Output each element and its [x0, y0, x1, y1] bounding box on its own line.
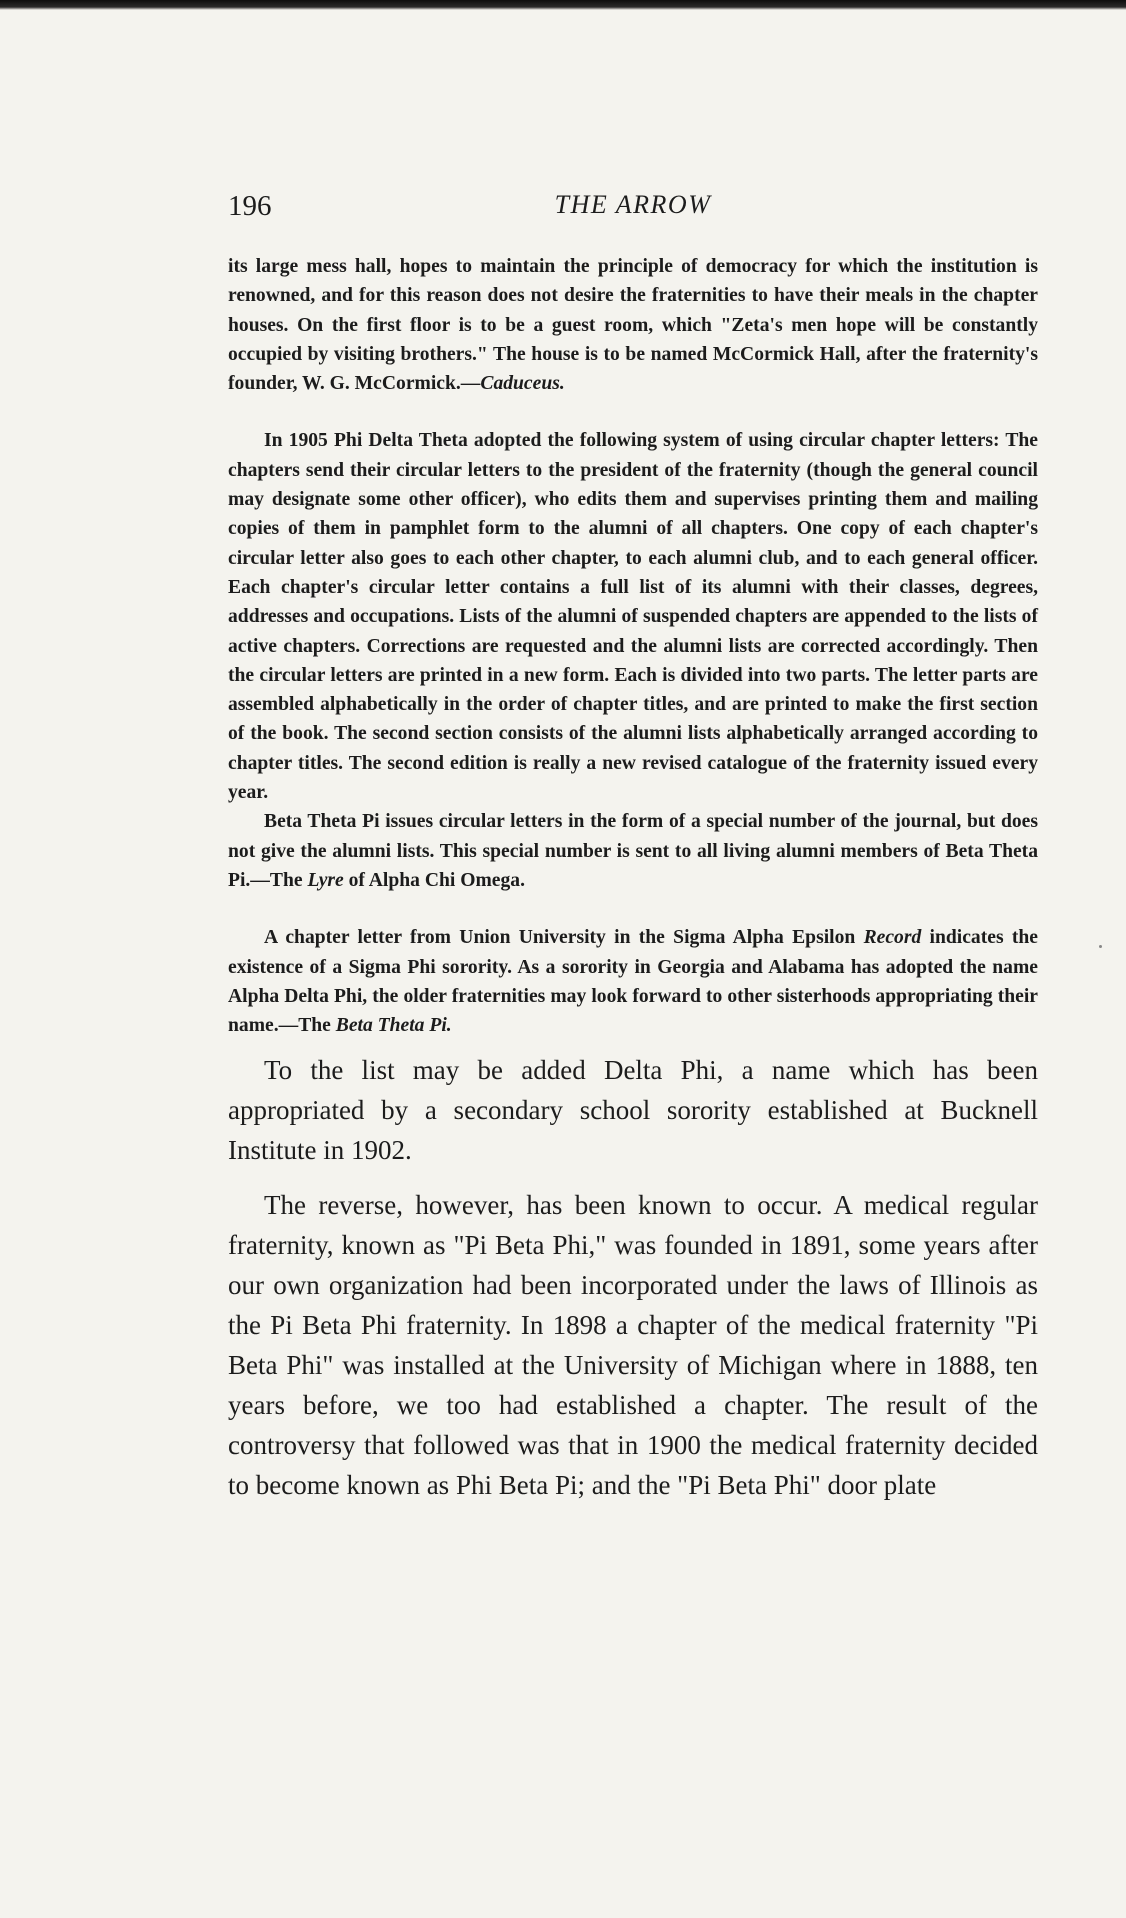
journal-title: Record — [863, 927, 922, 949]
paragraph-text: its large mess hall, hopes to maintain the principle of democracy for which the institution is renowned, and for this reason does not desire the fraternities to have their meals in the chapter houses. On the first floor is to be a guest room, which "Zeta's men hope will be constantly occupied by visiting brothers." The house is to be named McCormick Hall, after the fraternity's founder, W. G. McCormick.— — [228, 256, 1038, 395]
paragraph-text: The reverse, however, has been known to occur. A medical regular fraternity, known as "Pi Beta Phi," was founded in 1891, some years after our own organization had been incorporated under the laws of Illinois as the Pi Beta Phi fraternity. In 1898 a chapter of the medical fraternity "Pi Beta Phi" was installed at the University of Michigan where in 1888, ten years before, we too had established a chapter. The result of the controversy that followed was that in 1900 the medical fraternity decided to become known as Phi Beta Pi; and the "Pi Beta Phi" door plate — [228, 1190, 1038, 1501]
paragraph-text: indicates the existence of a Sigma Phi sorority. As a sorority in Georgia and Alabama has adopted the name Alpha Delta Phi, the older fraternities may look forward to other sisterhoods appropriating their name.—The — [228, 927, 1038, 1037]
source-citation: Caduceus. — [480, 373, 565, 395]
source-citation: Beta Theta Pi. — [335, 1015, 452, 1037]
page-number: 196 — [228, 190, 272, 222]
paragraph-text: To the list may be added Delta Phi, a name which has been appropriated by a secondary school sorority established at Bucknell Institute in 1902. — [228, 1055, 1038, 1166]
paragraph-text: Beta Theta Pi issues circular letters in the form of a special number of the journal, but does not give the alumni lists. This special number is sent to all living alumni members of Beta Theta Pi.—The — [228, 811, 1038, 891]
paragraph-sigma-phi — [228, 923, 1038, 1040]
paragraph-text: of Alpha Chi Omega. — [343, 869, 525, 891]
page-body — [228, 190, 1038, 1505]
running-head — [228, 190, 1038, 230]
paragraph-beta-theta-pi — [228, 807, 1038, 895]
paragraph-mccormick-hall — [228, 252, 1038, 398]
paper-speck — [1099, 945, 1102, 948]
paragraph-medical-fraternity — [228, 1185, 1038, 1505]
paragraph-text: A chapter letter from Union University in the Sigma Alpha Epsilon — [264, 927, 864, 949]
paragraph-delta-phi — [228, 1050, 1038, 1170]
source-citation: Lyre — [307, 869, 344, 891]
running-title: THE ARROW — [554, 190, 712, 219]
paragraph-phi-delta-theta — [228, 426, 1038, 807]
paragraph-text: In 1905 Phi Delta Theta adopted the following system of using circular chapter letters: The chapters send their circular letters to the president of the fraternity (though the general council may designate some other officer), who edits them and supervises printing them and mailing copies of them in pamphlet form to the alumni of all chapters. One copy of each chapter's circular letter also goes to each other chapter, to each alumni club, and to each general officer. Each chapter's circular letter contains a full list of its alumni with their classes, degrees, addresses and occupations. Lists of the alumni of suspended chapters are appended to the lists of active chapters. Corrections are requested and the alumni lists are corrected accordingly. Then the circular letters are printed in a new form. Each is divided into two parts. The letter parts are assembled alphabetically in the order of chapter titles, and are printed to make the first section of the book. The second section consists of the alumni lists alphabetically arranged according to chapter titles. The second edition is really a new revised catalogue of the fraternity issued every year. — [228, 430, 1038, 804]
page-top-edge — [0, 0, 1126, 10]
